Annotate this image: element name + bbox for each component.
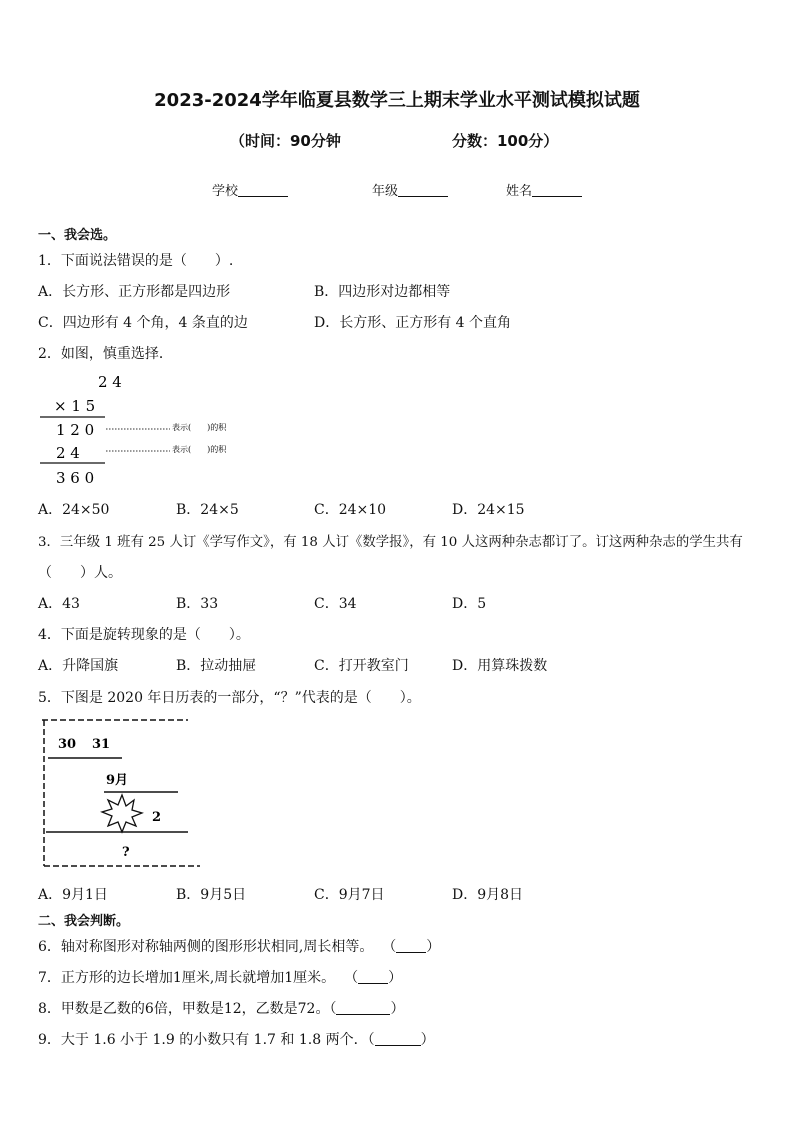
- name-label: 姓名: [506, 184, 533, 199]
- calc-row-3: 1 2 0: [56, 421, 95, 439]
- question-9: 9．大于 1.6 小于 1.9 的小数只有 1.7 和 1.8 两个．（ ）: [38, 1032, 435, 1048]
- calc-row-4: 2 4: [56, 444, 80, 462]
- question-3-line-1: 3．三年级 1 班有 25 人订《学写作文》，有 18 人订《数学报》，有 10 人这两种杂志都订了。订这两种杂志的学生共有: [38, 535, 743, 550]
- q1-option-b[interactable]: B．四边形对边都相等: [314, 284, 451, 300]
- q7-answer-blank[interactable]: [358, 971, 388, 984]
- section-2-heading: 二、我会判断。: [38, 914, 130, 929]
- question-6: 6．轴对称图形对称轴两侧的图形形状相同,周长相等。 （ ）: [38, 939, 441, 955]
- calendar-figure: [38, 716, 208, 872]
- calendar-day-30: 30: [58, 737, 77, 752]
- q3-option-b[interactable]: B．33: [176, 596, 219, 612]
- q4-option-a[interactable]: A．升降国旗: [38, 658, 119, 674]
- question-8-text: 8．甲数是乙数的6倍，甲数是12，乙数是72。: [38, 1001, 330, 1017]
- q4-option-b[interactable]: B．拉动抽屉: [176, 658, 257, 674]
- question-7: 7．正方形的边长增加1厘米,周长就增加1厘米。 （ ）: [38, 970, 403, 986]
- question-1: 1．下面说法错误的是（ ）.: [38, 253, 234, 269]
- calc-note-1: 表示( )的积: [172, 423, 227, 432]
- question-9-text: 9．大于 1.6 小于 1.9 的小数只有 1.7 和 1.8 两个．: [38, 1032, 368, 1048]
- page-title: 2023-2024学年临夏县数学三上期末学业水平测试模拟试题: [154, 90, 640, 111]
- score-label: 分数：100分）: [452, 132, 559, 150]
- school-label: 学校: [212, 184, 239, 199]
- question-3-line-2: （ ）人。: [38, 565, 122, 581]
- grade-blank[interactable]: [398, 182, 448, 197]
- calendar-day-31: 31: [92, 737, 111, 752]
- q2-option-d[interactable]: D．24×15: [452, 502, 525, 518]
- q1-option-d[interactable]: D．长方形、正方形有 4 个直角: [314, 315, 512, 331]
- time-label: （时间：90分钟: [230, 132, 341, 150]
- q4-option-c[interactable]: C．打开教室门: [314, 658, 409, 674]
- q5-option-a[interactable]: A．9月1日: [38, 887, 108, 903]
- question-7-text: 7．正方形的边长增加1厘米,周长就增加1厘米。: [38, 970, 336, 986]
- q1-option-c[interactable]: C．四边形有 4 个角，4 条直的边: [38, 315, 248, 331]
- q5-option-b[interactable]: B．9月5日: [176, 887, 247, 903]
- question-4: 4．下面是旋转现象的是（ ）。: [38, 627, 250, 643]
- calendar-day-2: 2: [152, 810, 162, 825]
- q3-option-a[interactable]: A．43: [38, 596, 80, 612]
- name-field: [506, 180, 582, 199]
- calc-row-2: × 1 5: [54, 397, 96, 415]
- calc-note-2: 表示( )的积: [172, 445, 227, 454]
- question-8: 8．甲数是乙数的6倍，甲数是12，乙数是72。（ ）: [38, 1001, 405, 1017]
- section-1-heading: 一、我会选。: [38, 228, 117, 243]
- q5-option-d[interactable]: D．9月8日: [452, 887, 524, 903]
- q4-option-d[interactable]: D．用算珠拨数: [452, 658, 548, 674]
- calendar-month-label: 9月: [106, 773, 129, 788]
- question-6-text: 6．轴对称图形对称轴两侧的图形形状相同,周长相等。: [38, 939, 374, 955]
- grade-field: [372, 180, 448, 199]
- q3-option-c[interactable]: C．34: [314, 596, 357, 612]
- q2-option-c[interactable]: C．24×10: [314, 502, 387, 518]
- question-5: 5．下图是 2020 年日历表的一部分，“？”代表的是（ ）。: [38, 690, 421, 706]
- q9-answer-blank[interactable]: [375, 1033, 421, 1046]
- q8-answer-blank[interactable]: [336, 1002, 390, 1015]
- q3-option-d[interactable]: D．5: [452, 596, 487, 612]
- school-blank[interactable]: [238, 182, 288, 197]
- q2-option-a[interactable]: A．24×50: [38, 502, 110, 518]
- school-field: [212, 180, 288, 199]
- name-blank[interactable]: [532, 182, 582, 197]
- calc-row-1: 2 4: [98, 373, 122, 391]
- vertical-multiplication-figure: [30, 368, 260, 490]
- question-2: 2．如图，慎重选择．: [38, 346, 173, 362]
- q5-option-c[interactable]: C．9月7日: [314, 887, 385, 903]
- calendar-unknown-day: ?: [122, 845, 130, 860]
- grade-label: 年级: [372, 184, 399, 199]
- starburst-icon: [102, 795, 142, 832]
- calc-row-5: 3 6 0: [56, 469, 95, 487]
- q2-option-b[interactable]: B．24×5: [176, 502, 239, 518]
- q6-answer-blank[interactable]: [396, 940, 426, 953]
- q1-option-a[interactable]: A．长方形、正方形都是四边形: [38, 284, 231, 300]
